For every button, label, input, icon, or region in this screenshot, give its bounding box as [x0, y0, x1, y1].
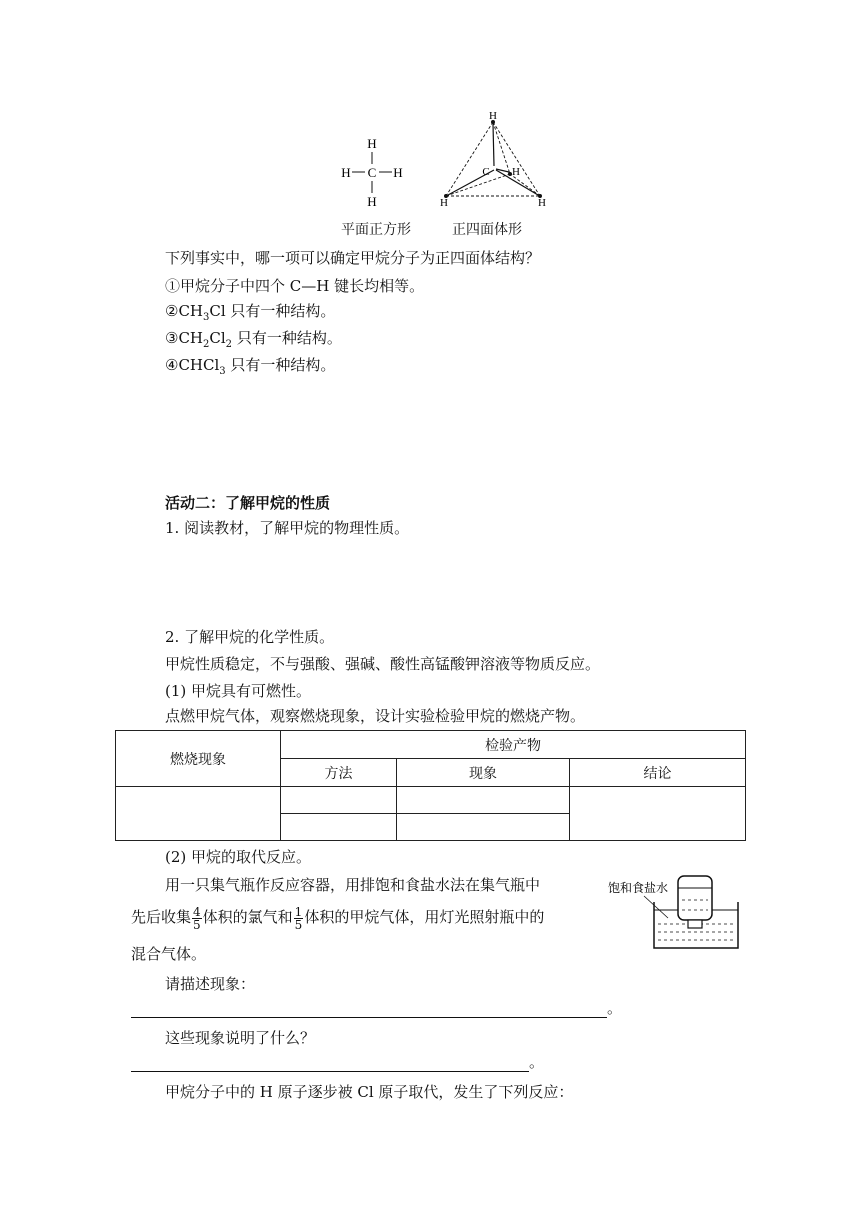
caption-tetrahedral: 正四面体形: [452, 222, 522, 238]
sub-conclusion: 结论: [570, 759, 746, 787]
cell-method-2[interactable]: [281, 814, 397, 841]
explain-answer-line[interactable]: 。: [131, 1052, 544, 1072]
cell-conclusion-blank[interactable]: [570, 787, 746, 841]
stability-text: 甲烷性质稳定，不与强酸、强碱、酸性高锰酸钾溶液等物质反应。: [165, 655, 601, 673]
final-line: 甲烷分子中的 H 原子逐步被 Cl 原子取代，发生了下列反应：: [165, 1083, 574, 1101]
subsection-1: (1) 甲烷具有可燃性。: [165, 682, 312, 700]
planar-methane-structure: [336, 134, 406, 214]
cell-phenomenon-blank[interactable]: [116, 787, 281, 841]
cell-observation-1[interactable]: [397, 787, 570, 814]
atom-h-top: H: [367, 136, 377, 151]
explain-prompt: 这些现象说明了什么？: [165, 1029, 316, 1047]
cell-observation-2[interactable]: [397, 814, 570, 841]
apparatus-figure: [606, 870, 746, 952]
activity-title: 活动二：了解甲烷的性质: [165, 494, 331, 512]
sub-method: 方法: [281, 759, 397, 787]
experiment-line-3: 混合气体。: [131, 945, 207, 963]
ignite-text: 点燃甲烷气体，观察燃烧现象，设计实验检验甲烷的燃烧产物。: [165, 707, 586, 725]
col-phenomenon: 燃烧现象: [116, 731, 281, 787]
atom-h-bottom: H: [367, 194, 377, 209]
gas-collection-apparatus: [606, 870, 746, 952]
fraction-four-fifths: $\frac{4}{5}$: [193, 904, 201, 932]
atom-h-left: H: [341, 165, 351, 180]
tetra-atom-c: C: [482, 166, 490, 178]
tetra-atom-h-back: H: [512, 166, 520, 178]
explain-blank[interactable]: [131, 1053, 529, 1072]
experiment-line-2: 先后收集 $\frac{4}{5}$ 体积的氯气和 $\frac{1}{5}$ 体积的甲烷气体，用灯光照射瓶中的: [131, 904, 545, 932]
tetra-atom-h-left: H: [440, 197, 448, 209]
option-2: $②CH_3Cl$ 只有一种结构。: [165, 302, 336, 323]
item-1: 1. 阅读教材，了解甲烷的物理性质。: [165, 519, 410, 537]
describe-answer-line[interactable]: 。: [131, 998, 622, 1018]
option-4: ④CHCl$_3$ 只有一种结构。: [165, 356, 336, 377]
caption-planar: 平面正方形: [341, 222, 411, 238]
tetrahedral-methane-diagram: [434, 108, 552, 212]
item-2: 2. 了解甲烷的化学性质。: [165, 628, 335, 646]
atom-h-right: H: [393, 165, 403, 180]
combustion-table: [115, 730, 746, 841]
cell-method-1[interactable]: [281, 787, 397, 814]
fraction-one-fifth: $\frac{1}{5}$: [294, 904, 303, 932]
planar-methane-diagram: [336, 134, 406, 214]
experiment-line-1: 用一只集气瓶作反应容器，用排饱和食盐水法在集气瓶中: [165, 876, 541, 894]
option-3: $③CH_2Cl_2$ 只有一种结构。: [165, 329, 342, 350]
subsection-2: (2) 甲烷的取代反应。: [165, 848, 312, 866]
col-products: 检验产物: [281, 731, 746, 759]
atom-c: C: [367, 165, 377, 180]
saline-label: 饱和食盐水: [608, 881, 669, 895]
describe-blank[interactable]: [131, 999, 607, 1018]
tetrahedral-methane-structure: [434, 108, 552, 212]
tetra-atom-h-right: H: [538, 197, 546, 209]
describe-prompt: 请描述现象：: [165, 975, 256, 993]
tetra-atom-h-top: H: [489, 110, 497, 122]
question-text: 下列事实中，哪一项可以确定甲烷分子为正四面体结构？: [165, 249, 541, 267]
sub-observation: 现象: [397, 759, 570, 787]
option-1: ①甲烷分子中四个 C—H 键长均相等。: [165, 277, 425, 295]
